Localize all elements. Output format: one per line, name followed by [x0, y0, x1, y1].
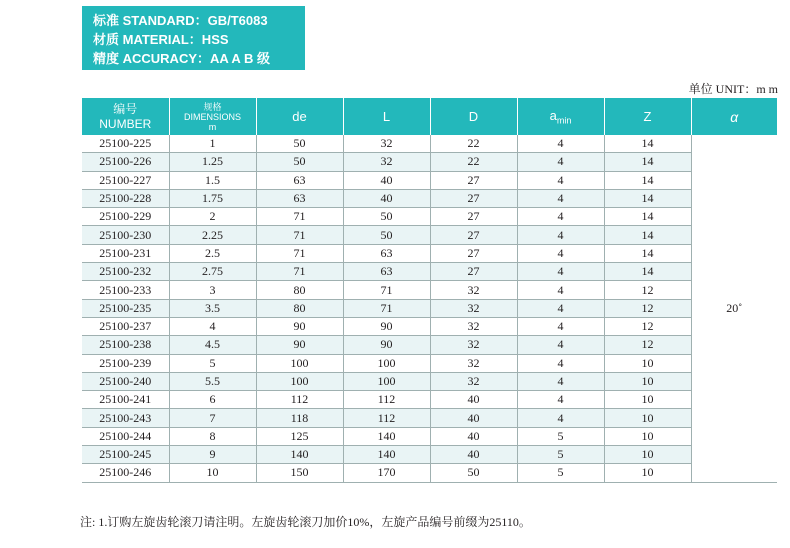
cell-amin: 4 [517, 171, 604, 189]
cell-Z: 10 [604, 464, 691, 482]
cell-number: 25100-235 [82, 299, 169, 317]
cell-amin: 4 [517, 299, 604, 317]
cell-Z: 14 [604, 208, 691, 226]
cell-number: 25100-237 [82, 317, 169, 335]
cell-de: 112 [256, 391, 343, 409]
standard-text: 标准 STANDARD：GB/T6083 [93, 13, 268, 28]
cell-amin: 5 [517, 427, 604, 445]
cell-D: 32 [430, 372, 517, 390]
table-row [82, 189, 777, 207]
cell-D: 40 [430, 391, 517, 409]
cell-L: 90 [343, 336, 430, 354]
cell-de: 90 [256, 336, 343, 354]
cell-dimension: 9 [169, 446, 256, 464]
cell-D: 40 [430, 446, 517, 464]
unit-label: 单位 UNIT：m m [688, 82, 778, 96]
cell-Z: 14 [604, 153, 691, 171]
table-row [82, 372, 777, 390]
cell-D: 40 [430, 409, 517, 427]
cell-D: 40 [430, 427, 517, 445]
cell-alpha: 20˚ [691, 135, 777, 482]
cell-Z: 14 [604, 135, 691, 153]
cell-Z: 10 [604, 427, 691, 445]
cell-Z: 10 [604, 409, 691, 427]
cell-number: 25100-231 [82, 244, 169, 262]
cell-Z: 12 [604, 336, 691, 354]
cell-L: 71 [343, 281, 430, 299]
cell-amin: 4 [517, 189, 604, 207]
cell-dimension: 6 [169, 391, 256, 409]
cell-amin: 4 [517, 153, 604, 171]
cell-D: 22 [430, 153, 517, 171]
col-header-de: de [256, 98, 343, 135]
material-text: 材质 MATERIAL：HSS [93, 32, 229, 47]
cell-amin: 4 [517, 208, 604, 226]
cell-L: 100 [343, 372, 430, 390]
cell-L: 90 [343, 317, 430, 335]
cell-L: 112 [343, 409, 430, 427]
cell-Z: 12 [604, 317, 691, 335]
cell-D: 32 [430, 299, 517, 317]
table-row [82, 391, 777, 409]
cell-L: 112 [343, 391, 430, 409]
table-row [82, 281, 777, 299]
col-header-number [82, 98, 169, 135]
cell-de: 63 [256, 171, 343, 189]
cell-amin: 5 [517, 464, 604, 482]
cell-Z: 10 [604, 354, 691, 372]
cell-dimension: 2.75 [169, 263, 256, 281]
cell-dimension: 1.25 [169, 153, 256, 171]
cell-amin: 4 [517, 409, 604, 427]
cell-D: 50 [430, 464, 517, 482]
cell-L: 40 [343, 171, 430, 189]
cell-amin: 4 [517, 281, 604, 299]
cell-D: 27 [430, 244, 517, 262]
cell-L: 100 [343, 354, 430, 372]
table-row [82, 409, 777, 427]
cell-dimension: 2 [169, 208, 256, 226]
cell-dimension: 1.5 [169, 171, 256, 189]
spec-info-box [82, 6, 305, 70]
table-row [82, 317, 777, 335]
cell-number: 25100-238 [82, 336, 169, 354]
cell-L: 50 [343, 208, 430, 226]
cell-Z: 12 [604, 281, 691, 299]
table-row [82, 427, 777, 445]
header-row [82, 98, 777, 135]
col-header-D: D [430, 98, 517, 135]
cell-dimension: 2.5 [169, 244, 256, 262]
cell-Z: 14 [604, 226, 691, 244]
cell-dimension: 8 [169, 427, 256, 445]
cell-amin: 5 [517, 446, 604, 464]
dims-unit-label: m [208, 121, 217, 132]
cell-D: 27 [430, 208, 517, 226]
cell-de: 125 [256, 427, 343, 445]
cell-dimension: 5.5 [169, 372, 256, 390]
table-row [82, 464, 777, 482]
cell-amin: 4 [517, 336, 604, 354]
cell-number: 25100-225 [82, 135, 169, 153]
cell-de: 118 [256, 409, 343, 427]
cell-dimension: 4.5 [169, 336, 256, 354]
cell-de: 71 [256, 244, 343, 262]
cell-dimension: 7 [169, 409, 256, 427]
cell-dimension: 4 [169, 317, 256, 335]
cell-L: 170 [343, 464, 430, 482]
cell-de: 71 [256, 208, 343, 226]
cell-number: 25100-232 [82, 263, 169, 281]
cell-Z: 14 [604, 263, 691, 281]
table-row [82, 244, 777, 262]
cell-number: 25100-226 [82, 153, 169, 171]
cell-Z: 14 [604, 189, 691, 207]
cell-D: 32 [430, 354, 517, 372]
cell-number: 25100-240 [82, 372, 169, 390]
col-header-alpha: α [691, 98, 777, 135]
cell-Z: 10 [604, 446, 691, 464]
cell-de: 150 [256, 464, 343, 482]
cell-number: 25100-230 [82, 226, 169, 244]
cell-number: 25100-227 [82, 171, 169, 189]
table-body [82, 135, 777, 482]
col-header-Z: Z [604, 98, 691, 135]
cell-de: 140 [256, 446, 343, 464]
cell-de: 50 [256, 153, 343, 171]
cell-number: 25100-243 [82, 409, 169, 427]
table-row [82, 135, 777, 153]
number-en-label: NUMBER [99, 116, 152, 131]
cell-number: 25100-239 [82, 354, 169, 372]
cell-L: 40 [343, 189, 430, 207]
cell-amin: 4 [517, 354, 604, 372]
amin-label: a [549, 107, 557, 123]
cell-D: 32 [430, 281, 517, 299]
dims-en-label: DIMENSIONS [183, 111, 241, 122]
col-header-dimensions [169, 98, 256, 135]
table-row [82, 263, 777, 281]
cell-L: 140 [343, 427, 430, 445]
cell-L: 63 [343, 263, 430, 281]
cell-Z: 14 [604, 244, 691, 262]
cell-D: 22 [430, 135, 517, 153]
table-row [82, 153, 777, 171]
table-row [82, 336, 777, 354]
cell-de: 100 [256, 372, 343, 390]
number-cn-label: 编号 [113, 101, 138, 116]
cell-de: 71 [256, 226, 343, 244]
cell-Z: 14 [604, 171, 691, 189]
table-row [82, 446, 777, 464]
cell-D: 27 [430, 189, 517, 207]
cell-number: 25100-244 [82, 427, 169, 445]
cell-Z: 10 [604, 391, 691, 409]
cell-dimension: 1 [169, 135, 256, 153]
cell-L: 140 [343, 446, 430, 464]
table-row [82, 226, 777, 244]
cell-amin: 4 [517, 372, 604, 390]
cell-amin: 4 [517, 244, 604, 262]
table-row [82, 171, 777, 189]
col-header-amin [517, 98, 604, 135]
cell-D: 27 [430, 226, 517, 244]
cell-dimension: 2.25 [169, 226, 256, 244]
cell-amin: 4 [517, 317, 604, 335]
cell-dimension: 1.75 [169, 189, 256, 207]
table-row [82, 208, 777, 226]
cell-de: 63 [256, 189, 343, 207]
cell-amin: 4 [517, 263, 604, 281]
cell-de: 90 [256, 317, 343, 335]
cell-de: 100 [256, 354, 343, 372]
cell-number: 25100-241 [82, 391, 169, 409]
cell-Z: 10 [604, 372, 691, 390]
cell-amin: 4 [517, 135, 604, 153]
cell-L: 63 [343, 244, 430, 262]
cell-dimension: 10 [169, 464, 256, 482]
cell-D: 27 [430, 263, 517, 281]
cell-number: 25100-233 [82, 281, 169, 299]
cell-number: 25100-245 [82, 446, 169, 464]
cell-L: 32 [343, 153, 430, 171]
table-row [82, 354, 777, 372]
spec-table [82, 98, 777, 483]
cell-Z: 12 [604, 299, 691, 317]
cell-dimension: 3.5 [169, 299, 256, 317]
cell-D: 32 [430, 317, 517, 335]
cell-L: 50 [343, 226, 430, 244]
cell-amin: 4 [517, 391, 604, 409]
cell-number: 25100-228 [82, 189, 169, 207]
accuracy-text: 精度 ACCURACY：AA A B 级 [93, 51, 270, 66]
cell-de: 71 [256, 263, 343, 281]
cell-dimension: 3 [169, 281, 256, 299]
cell-number: 25100-246 [82, 464, 169, 482]
amin-sub-label: min [556, 115, 572, 126]
cell-L: 32 [343, 135, 430, 153]
cell-de: 80 [256, 281, 343, 299]
cell-D: 27 [430, 171, 517, 189]
cell-amin: 4 [517, 226, 604, 244]
table-row [82, 299, 777, 317]
col-header-L: L [343, 98, 430, 135]
dims-cn-label: 规格 [203, 101, 222, 112]
cell-de: 80 [256, 299, 343, 317]
footnote: 注: 1.订购左旋齿轮滚刀请注明。左旋齿轮滚刀加价10%，左旋产品编号前缀为25110。 [80, 515, 531, 529]
cell-dimension: 5 [169, 354, 256, 372]
cell-de: 50 [256, 135, 343, 153]
cell-number: 25100-229 [82, 208, 169, 226]
cell-L: 71 [343, 299, 430, 317]
cell-D: 32 [430, 336, 517, 354]
